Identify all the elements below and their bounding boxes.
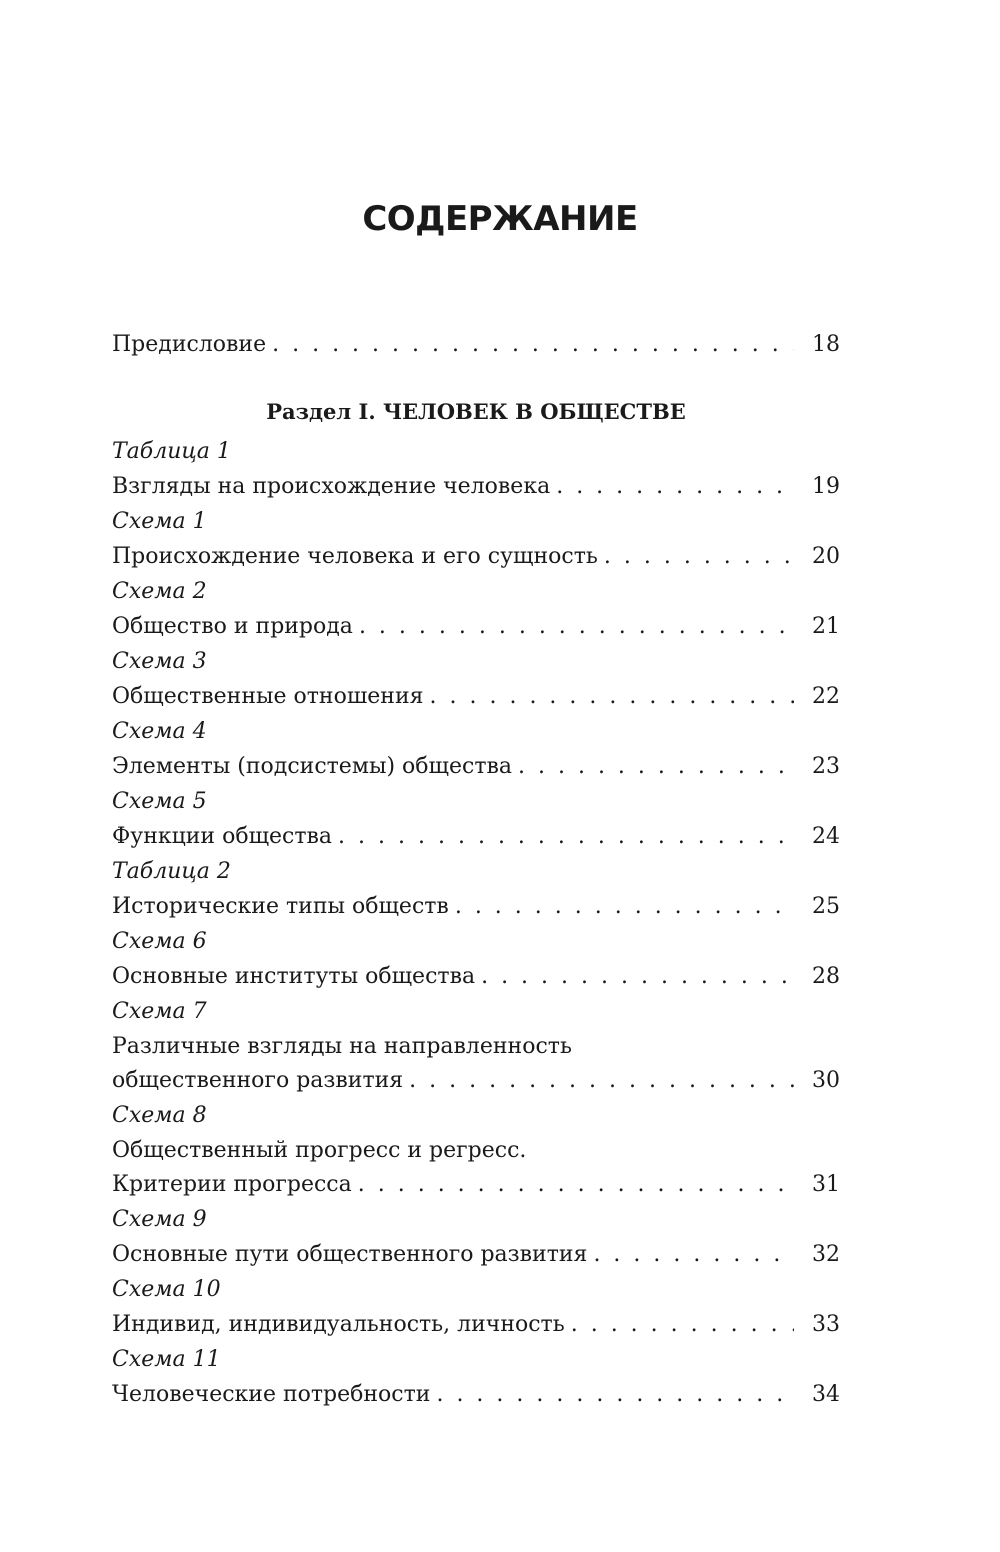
toc-entry-title: Основные институты общества [112, 964, 476, 989]
toc-entry-title: Критерии прогресса [112, 1172, 352, 1197]
toc-entry-label: Схема 5 [112, 789, 207, 814]
page-number: 31 [812, 1172, 840, 1197]
toc-entry-title: Человеческие потребности [112, 1382, 431, 1407]
toc-entry-line [112, 680, 840, 714]
dot-leader [604, 540, 794, 574]
toc-entry[interactable] [112, 1202, 840, 1272]
dot-leader [518, 750, 794, 784]
toc-entry-line [112, 820, 840, 854]
dot-leader [436, 1378, 794, 1412]
toc-entry-label: Схема 11 [112, 1347, 221, 1372]
toc-entry-line [112, 1030, 840, 1064]
toc-entry-label: Схема 8 [112, 1103, 207, 1128]
page-number: 23 [812, 754, 840, 779]
toc-entry[interactable] [112, 784, 840, 854]
toc-entry-label: Схема 6 [112, 929, 207, 954]
page-number: 21 [812, 614, 840, 639]
toc-entry[interactable] [112, 644, 840, 714]
toc-entry-title: Индивид, индивидуальность, личность [112, 1312, 565, 1337]
dot-leader [338, 820, 794, 854]
toc-entry-line [112, 1134, 840, 1168]
toc-entry-title: Предисловие [112, 332, 267, 357]
toc-entry-label: Схема 4 [112, 719, 207, 744]
page-number: 22 [812, 684, 840, 709]
dot-leader [593, 1238, 794, 1272]
toc-entry[interactable] [112, 994, 840, 1098]
page-number: 18 [812, 332, 840, 357]
page-number: 19 [812, 474, 840, 499]
toc-entry[interactable] [112, 1098, 840, 1202]
dot-leader [556, 470, 794, 504]
toc-entry-label: Схема 10 [112, 1277, 221, 1302]
toc-entry-line [112, 470, 840, 504]
toc-entry[interactable] [112, 434, 840, 504]
toc-entry[interactable] [112, 854, 840, 924]
page-number: 25 [812, 894, 840, 919]
toc-entry-label: Схема 7 [112, 999, 207, 1024]
toc-entry-line [112, 890, 840, 924]
toc-entry-title: Различные взгляды на направленность [112, 1034, 572, 1059]
toc-entry[interactable] [112, 714, 840, 784]
table-of-contents [112, 328, 840, 1412]
toc-entry-line [112, 750, 840, 784]
dot-leader [409, 1064, 794, 1098]
toc-entry-line [112, 610, 840, 644]
toc-entry-title: общественного развития [112, 1068, 404, 1093]
page-number: 33 [812, 1312, 840, 1337]
toc-entries [112, 434, 840, 1412]
page-title: СОДЕРЖАНИЕ [362, 199, 638, 239]
toc-entry-label: Схема 2 [112, 579, 207, 604]
toc-entry[interactable] [112, 574, 840, 644]
page-number: 30 [812, 1068, 840, 1093]
page-number: 34 [812, 1382, 840, 1407]
toc-entry[interactable] [112, 504, 840, 574]
toc-entry-title: Общественные отношения [112, 684, 424, 709]
toc-entry-title: Элементы (подсистемы) общества [112, 754, 512, 779]
toc-entry-label: Таблица 2 [112, 859, 231, 884]
toc-entry-title: Общественный прогресс и регресс. [112, 1138, 527, 1163]
toc-entry-title: Взгляды на происхождение человека [112, 474, 551, 499]
toc-entry-line [112, 960, 840, 994]
page-number: 32 [812, 1242, 840, 1267]
dot-leader [481, 960, 794, 994]
dot-leader [455, 890, 794, 924]
toc-entry-line [112, 1064, 840, 1098]
toc-entry-title: Общество и природа [112, 614, 353, 639]
toc-entry[interactable] [112, 1342, 840, 1412]
toc-entry-label: Схема 3 [112, 649, 207, 674]
toc-entry-label: Схема 9 [112, 1207, 207, 1232]
toc-entry-line [112, 1168, 840, 1202]
toc-entry-title: Исторические типы обществ [112, 894, 449, 919]
dot-leader [359, 610, 794, 644]
toc-entry[interactable] [112, 1272, 840, 1342]
dot-leader [272, 328, 794, 362]
page-number: 28 [812, 964, 840, 989]
toc-entry-line [112, 1238, 840, 1272]
dot-leader [430, 680, 794, 714]
page-number: 24 [812, 824, 840, 849]
toc-entry-title: Основные пути общественного развития [112, 1242, 588, 1267]
toc-entry-label: Схема 1 [112, 509, 207, 534]
dot-leader [571, 1308, 794, 1342]
toc-entry-preface[interactable] [112, 328, 840, 362]
toc-entry[interactable] [112, 924, 840, 994]
toc-entry-title: Функции общества [112, 824, 333, 849]
toc-entry-line [112, 540, 840, 574]
toc-entry-title: Происхождение человека и его сущность [112, 544, 598, 569]
page-number: 20 [812, 544, 840, 569]
toc-entry-line [112, 1308, 840, 1342]
toc-entry-line [112, 1378, 840, 1412]
dot-leader [358, 1168, 794, 1202]
toc-entry-label: Таблица 1 [112, 439, 231, 464]
section-heading: Раздел I. ЧЕЛОВЕК В ОБЩЕСТВЕ [266, 399, 686, 424]
